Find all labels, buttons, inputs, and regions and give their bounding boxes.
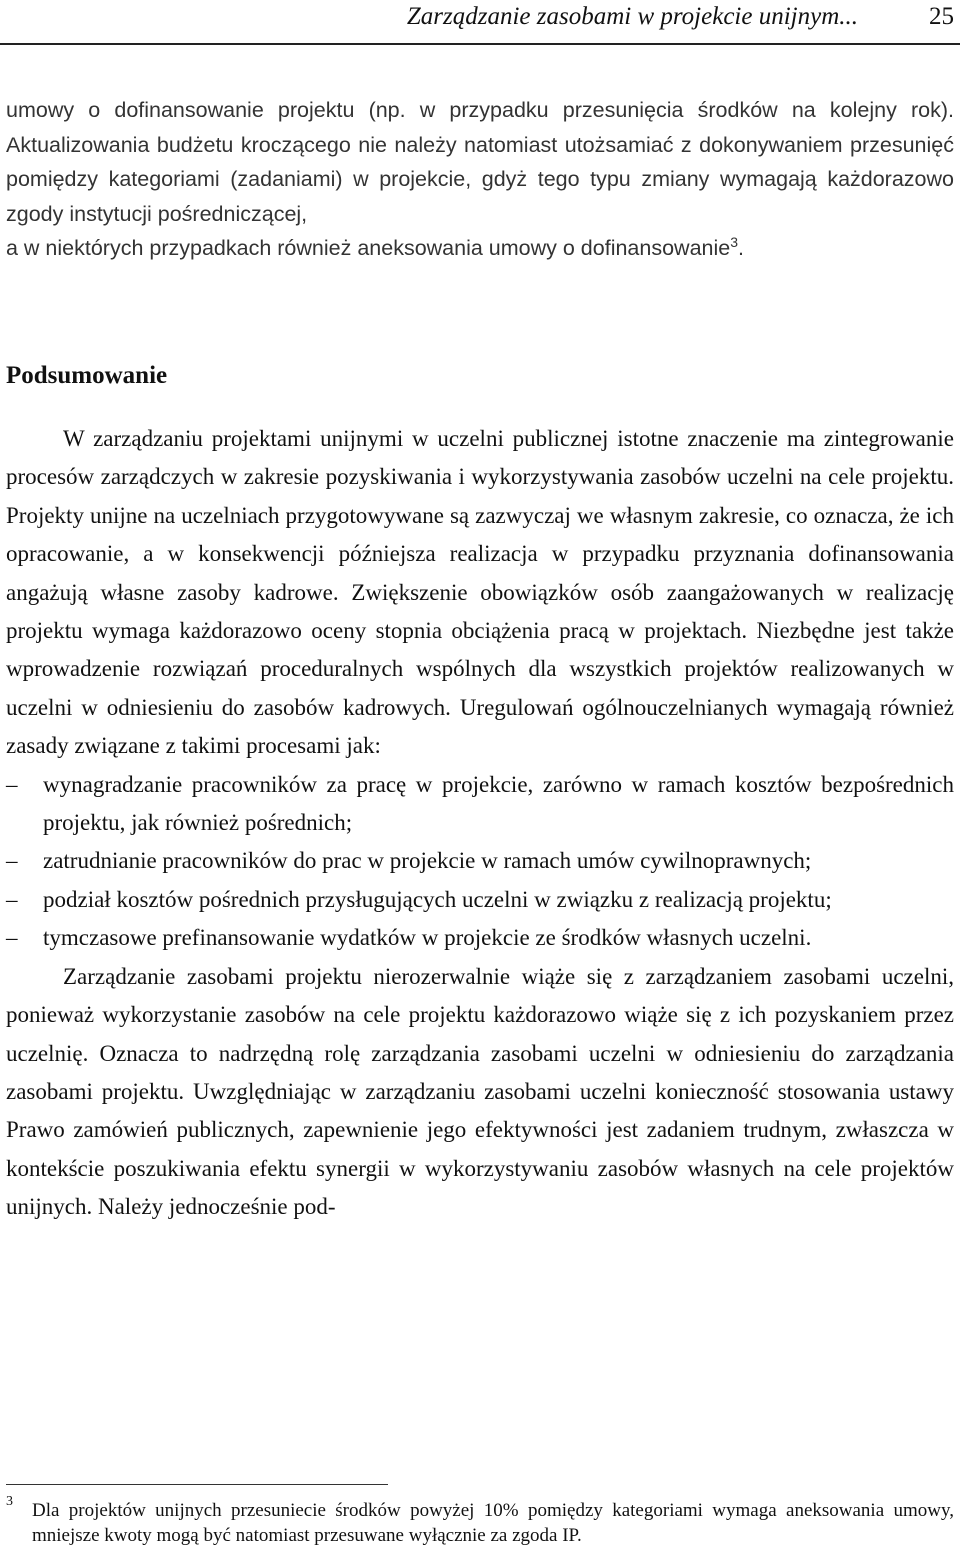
- list-item-text: wynagradzanie pracowników za pracę w projekcie, zarówno w ramach kosztów bezpośrednich projektu, jak również pośrednich;: [43, 771, 954, 836]
- intro-paragraph-text: umowy o dofinansowanie projektu (np. w przypadku przesunięcia środków na kolejny rok). Aktualizowania budżetu kroczącego nie należy natomiast utożsamiać z dokonywaniem przesunięć pomiędzy kategoriami (zadaniami) w projekcie, gdyż tego typu zmiany wymagają każdorazowo zgody instytucji pośredniczącej,: [6, 98, 954, 226]
- section-heading: Podsumowanie: [6, 362, 168, 389]
- list-item-text: tymczasowe prefinansowanie wydatków w projekcie ze środków własnych uczelni.: [43, 925, 812, 951]
- dash-marker: –: [6, 925, 18, 951]
- header-rule: [0, 43, 960, 45]
- dash-marker: –: [6, 771, 18, 797]
- footnote-mark: 3: [6, 1494, 13, 1509]
- footnote-reference[interactable]: 3: [730, 233, 739, 250]
- list-item: [6, 881, 954, 919]
- section-body: [6, 420, 954, 1227]
- footnote-text: Dla projektów unijnych przesuniecie środków powyżej 10% pomiędzy kategoriami wymaga aneksowania umowy, mniejsze kwoty mogą być natomiast przesuwane wyłącznie za zgoda IP.: [32, 1500, 954, 1546]
- page-number: 25: [929, 3, 954, 30]
- list-item: [6, 842, 954, 880]
- dash-marker: –: [6, 886, 18, 912]
- summary-paragraph-1: W zarządzaniu projektami unijnymi w uczelni publicznej istotne znaczenie ma zintegrowanie procesów zarządczych w zakresie pozyskiwania i wykorzystywania zasobów uczelni na cele projektu. Projekty unijne na uczelniach przygotowywane są zazwyczaj we własnym zakresie, co oznacza, że ich opracowanie, a w konsekwencji późniejsza realizacja w przypadku przyznania dofinansowania angażują własne zasoby kadrowe. Zwiększenie obowiązków osób zaangażowanych w realizację projektu wymaga każdorazowo oceny stopnia obciążenia pracą w projektach. Niezbędne jest także wprowadzenie rozwiązań proceduralnych wspólnych dla wszystkich projektów realizowanych w uczelni w odniesieniu do zasobów kadrowych. Uregulowań ogólnouczelnianych wymagają również zasady związane z takimi procesami jak:: [6, 426, 954, 759]
- list-item: [6, 919, 954, 957]
- summary-paragraph-2: Zarządzanie zasobami projektu nierozerwalnie wiąże się z zarządzaniem zasobami uczelni, ponieważ wykorzystanie zasobów na cele projektu każdorazowo wiąże się z ich pozyskaniem przez uczelnię. Oznacza to nadrzędną rolę zarządzania zasobami uczelni w odniesieniu do zarządzania zasobami projektu. Uwzględniając w zarządzaniu zasobami uczelni konieczność stosowania ustawy Prawo zamówień publicznych, zapewnienie jego efektywności jest zadaniem trudnym, zwłaszcza w kontekście poszukiwania efektu synergii w wykorzystywaniu zasobów własnych na cele projektów unijnych. Należy jednocześnie pod-: [6, 963, 954, 1220]
- list-item: [6, 766, 954, 843]
- intro-paragraph: [6, 93, 954, 266]
- intro-paragraph-last-line: [6, 231, 954, 266]
- footnote-separator: [6, 1484, 388, 1485]
- footnote: [6, 1494, 954, 1548]
- dash-marker: –: [6, 848, 18, 874]
- running-header-title: Zarządzanie zasobami w projekcie unijnym...: [406, 3, 858, 30]
- intro-paragraph-last-line-text: a w niektórych przypadkach również aneksowania umowy o dofinansowanie: [6, 236, 731, 260]
- list-item-text: zatrudnianie pracowników do prac w projekcie w ramach umów cywilnoprawnych;: [43, 848, 812, 874]
- running-header: [0, 0, 960, 46]
- intro-paragraph-end-punct: .: [738, 236, 745, 260]
- process-list: [6, 766, 954, 958]
- list-item-text: podział kosztów pośrednich przysługujących uczelni w związku z realizacją projektu;: [43, 886, 832, 912]
